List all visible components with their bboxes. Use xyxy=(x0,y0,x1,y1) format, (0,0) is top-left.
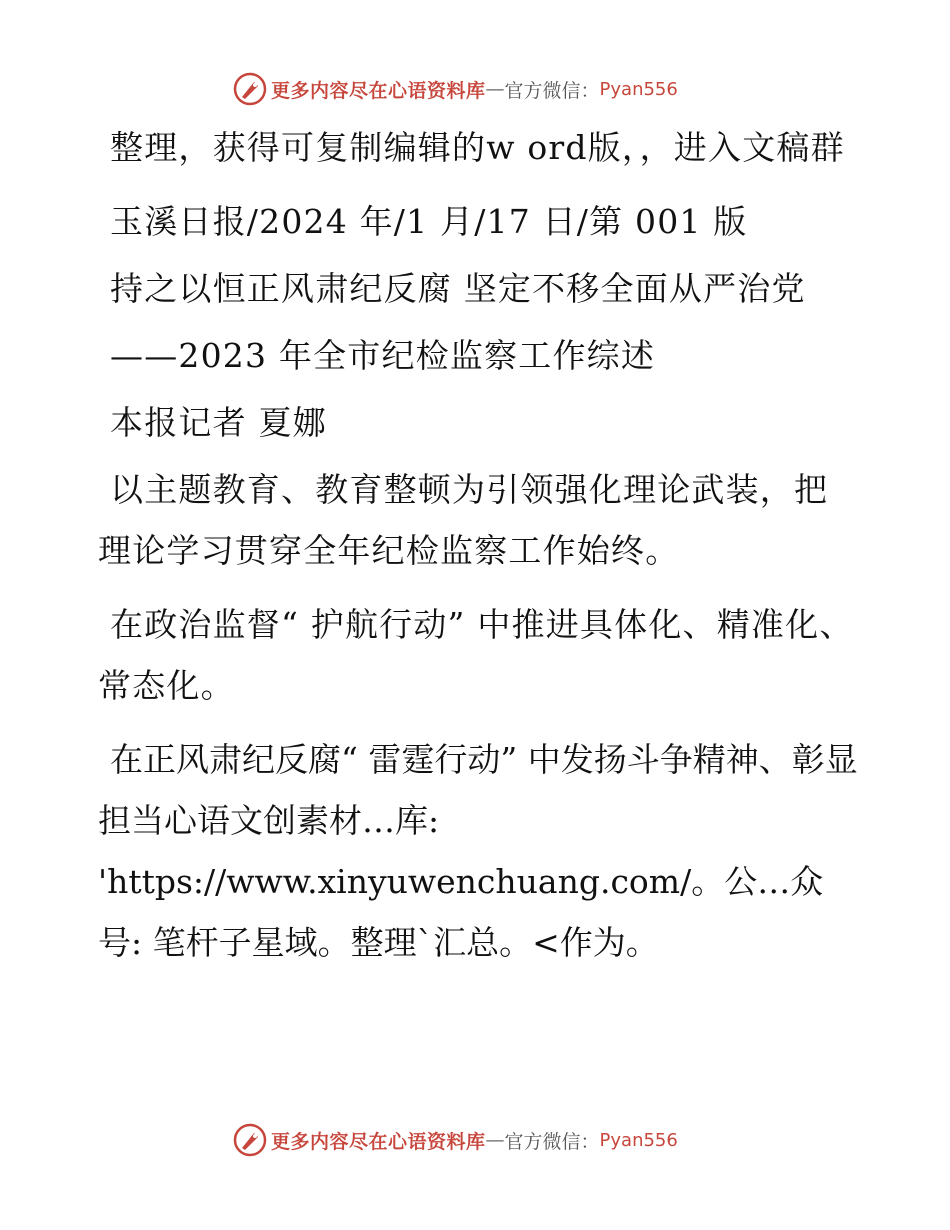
watermark-dash: — xyxy=(485,1129,505,1151)
pen-nib-logo-icon xyxy=(233,72,267,106)
watermark-handle: Pyan556 xyxy=(599,1129,678,1151)
pen-nib-logo-icon xyxy=(233,1123,267,1157)
article-subtitle: ——2023 年全市纪检监察工作综述 xyxy=(110,336,656,375)
byline: 本报记者 夏娜 xyxy=(110,403,327,442)
document-body xyxy=(98,117,858,986)
watermark-handle: Pyan556 xyxy=(599,78,678,100)
paragraph-1: 以主题教育、教育整顿为引领强化理论武装，把理论学习贯穿全年纪检监察工作始终。 xyxy=(98,470,829,570)
watermark-label: 官方微信： xyxy=(504,1130,600,1153)
article-title: 持之以恒正风肃纪反腐 坚定不移全面从严治党 xyxy=(110,269,806,308)
footer-watermark xyxy=(233,1122,678,1158)
paragraph-3: 在正风肃纪反腐“ 雷霆行动” 中发扬斗争精神、彰显担当心语文创素材…库: 'https://www.xinyuwenchuang.com/。公…众号: 笔杆子星域。整理`汇总。<作为。 xyxy=(98,740,858,962)
watermark-main-text: 更多内容尽在心语资料库 xyxy=(271,79,486,102)
watermark-main-text: 更多内容尽在心语资料库 xyxy=(271,1130,486,1153)
watermark-label: 官方微信： xyxy=(504,79,600,102)
intro-line: 整理，获得可复制编辑的w ord版，，进入文稿群 xyxy=(110,128,845,167)
paragraph-2: 在政治监督“ 护航行动” 中推进具体化、精准化、常态化。 xyxy=(98,605,854,705)
source-line: 玉溪日报/2024 年/1 月/17 日/第 001 版 xyxy=(110,202,748,241)
header-watermark xyxy=(233,71,678,107)
watermark-dash: — xyxy=(485,78,505,100)
